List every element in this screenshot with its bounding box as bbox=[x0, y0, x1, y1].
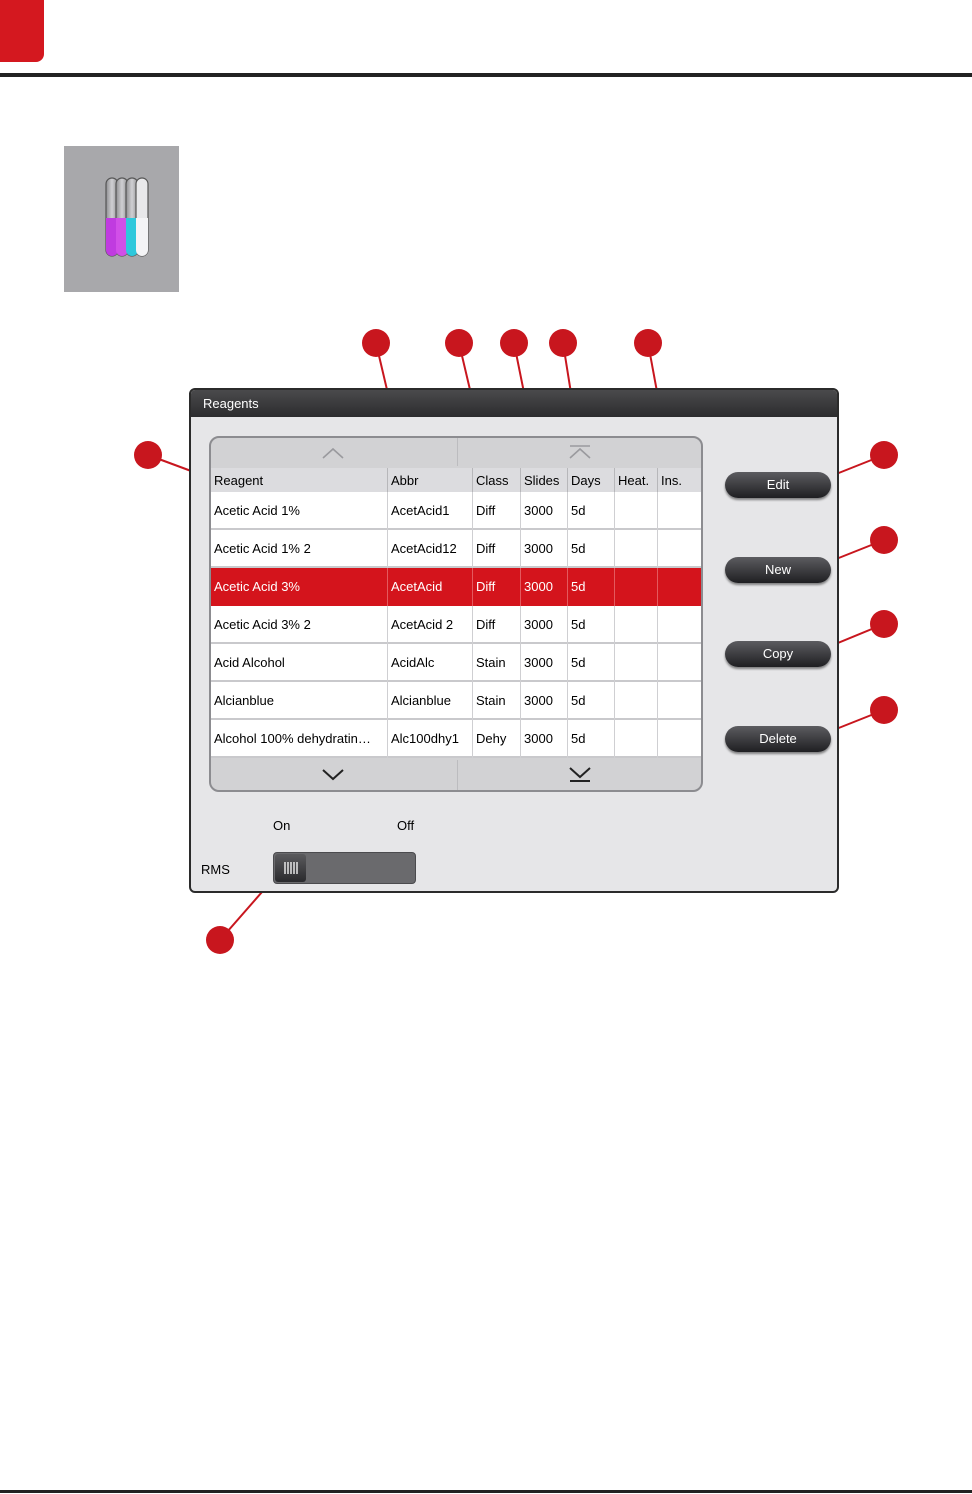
cell-abbr: Alcianblue bbox=[388, 682, 473, 720]
cell-days: 5d bbox=[568, 530, 615, 568]
scroll-to-bottom-icon bbox=[568, 765, 592, 783]
rms-toggle[interactable] bbox=[273, 852, 416, 884]
cell-reagent: Acetic Acid 1% bbox=[211, 492, 388, 530]
table-header bbox=[211, 468, 703, 492]
header-rule bbox=[0, 73, 972, 77]
copy-button[interactable]: Copy bbox=[725, 641, 831, 667]
cell-ins bbox=[658, 530, 703, 568]
chevron-down-icon bbox=[321, 768, 345, 782]
cell-ins bbox=[658, 644, 703, 682]
cell-reagent: Alcohol 100% dehydratin… bbox=[211, 720, 388, 758]
cell-slides: 3000 bbox=[521, 682, 568, 720]
scroll-to-top-icon bbox=[568, 443, 592, 461]
chapter-marker bbox=[0, 0, 44, 62]
cell-ins bbox=[658, 682, 703, 720]
cell-days: 5d bbox=[568, 682, 615, 720]
cell-days: 5d bbox=[568, 492, 615, 530]
cell-heat bbox=[615, 644, 658, 682]
reagent-table bbox=[209, 436, 703, 792]
cell-heat bbox=[615, 720, 658, 758]
cell-abbr: AcetAcid bbox=[388, 568, 473, 606]
cell-days: 5d bbox=[568, 644, 615, 682]
callout-marker-reagent bbox=[134, 441, 162, 469]
cell-abbr: AcetAcid12 bbox=[388, 530, 473, 568]
new-button[interactable]: New bbox=[725, 557, 831, 583]
cell-heat bbox=[615, 530, 658, 568]
cell-reagent: Acid Alcohol bbox=[211, 644, 388, 682]
rms-off-label: Off bbox=[397, 818, 415, 833]
table-row[interactable] bbox=[211, 682, 703, 720]
cell-abbr: Alc100dhy1 bbox=[388, 720, 473, 758]
footer-rule bbox=[0, 1490, 972, 1493]
cell-abbr: AcidAlc bbox=[388, 644, 473, 682]
callout-marker-delete bbox=[870, 696, 898, 724]
edit-button[interactable]: Edit bbox=[725, 472, 831, 498]
table-row[interactable] bbox=[211, 530, 703, 568]
cell-slides: 3000 bbox=[521, 530, 568, 568]
callout-marker-abbr bbox=[362, 329, 390, 357]
grip-icon bbox=[275, 854, 306, 882]
callout-marker-new bbox=[870, 526, 898, 554]
cell-class: Diff bbox=[473, 492, 521, 530]
scroll-up-button[interactable] bbox=[211, 438, 458, 466]
callout-marker-ins bbox=[634, 329, 662, 357]
cell-reagent: Acetic Acid 3% 2 bbox=[211, 606, 388, 644]
window-titlebar bbox=[191, 390, 837, 417]
column-header-ins[interactable]: Ins. bbox=[661, 473, 682, 488]
cell-slides: 3000 bbox=[521, 492, 568, 530]
scroll-to-top-button[interactable] bbox=[458, 438, 703, 466]
column-header-days[interactable]: Days bbox=[568, 468, 615, 492]
delete-button[interactable]: Delete bbox=[725, 726, 831, 752]
callout-marker-class bbox=[445, 329, 473, 357]
cell-class: Diff bbox=[473, 568, 521, 606]
table-row[interactable] bbox=[211, 720, 703, 758]
table-row[interactable] bbox=[211, 644, 703, 682]
cell-class: Dehy bbox=[473, 720, 521, 758]
column-header-reagent[interactable]: Reagent bbox=[211, 468, 388, 492]
table-row[interactable] bbox=[211, 606, 703, 644]
callout-marker-days bbox=[549, 329, 577, 357]
cell-slides: 3000 bbox=[521, 720, 568, 758]
rms-on-label: On bbox=[273, 818, 291, 833]
cell-heat bbox=[615, 606, 658, 644]
cell-abbr: AcetAcid 2 bbox=[388, 606, 473, 644]
column-header-slides[interactable]: Slides bbox=[521, 468, 568, 492]
chevron-up-icon bbox=[321, 446, 345, 460]
cell-heat bbox=[615, 682, 658, 720]
rms-label: RMS bbox=[201, 862, 230, 877]
column-header-class[interactable]: Class bbox=[473, 468, 521, 492]
cell-ins bbox=[658, 568, 703, 606]
callout-marker-edit bbox=[870, 441, 898, 469]
scroll-down-button[interactable] bbox=[211, 760, 458, 790]
cell-class: Diff bbox=[473, 530, 521, 568]
callout-marker-copy bbox=[870, 610, 898, 638]
cell-reagent: Acetic Acid 3% bbox=[211, 568, 388, 606]
table-row[interactable] bbox=[211, 492, 703, 530]
rms-toggle-knob[interactable] bbox=[275, 854, 306, 882]
cell-slides: 3000 bbox=[521, 568, 568, 606]
cell-ins bbox=[658, 720, 703, 758]
column-header-abbr[interactable]: Abbr bbox=[388, 468, 473, 492]
cell-days: 5d bbox=[568, 568, 615, 606]
reagent-tubes-icon[interactable] bbox=[64, 146, 179, 292]
scroll-to-bottom-button[interactable] bbox=[458, 760, 703, 790]
window-title: Reagents bbox=[203, 396, 259, 411]
reagents-window bbox=[189, 388, 839, 893]
cell-reagent: Acetic Acid 1% 2 bbox=[211, 530, 388, 568]
column-header-heat[interactable]: Heat. bbox=[615, 468, 658, 492]
cell-days: 5d bbox=[568, 606, 615, 644]
cell-heat bbox=[615, 492, 658, 530]
cell-heat bbox=[615, 568, 658, 606]
table-row-selected[interactable] bbox=[211, 568, 703, 606]
callout-marker-slides bbox=[500, 329, 528, 357]
table-body bbox=[211, 492, 703, 758]
cell-ins bbox=[658, 606, 703, 644]
callout-marker-rms bbox=[206, 926, 234, 954]
cell-ins bbox=[658, 492, 703, 530]
cell-slides: 3000 bbox=[521, 644, 568, 682]
cell-abbr: AcetAcid1 bbox=[388, 492, 473, 530]
cell-slides: 3000 bbox=[521, 606, 568, 644]
cell-class: Diff bbox=[473, 606, 521, 644]
cell-reagent: Alcianblue bbox=[211, 682, 388, 720]
cell-class: Stain bbox=[473, 644, 521, 682]
cell-days: 5d bbox=[568, 720, 615, 758]
cell-class: Stain bbox=[473, 682, 521, 720]
